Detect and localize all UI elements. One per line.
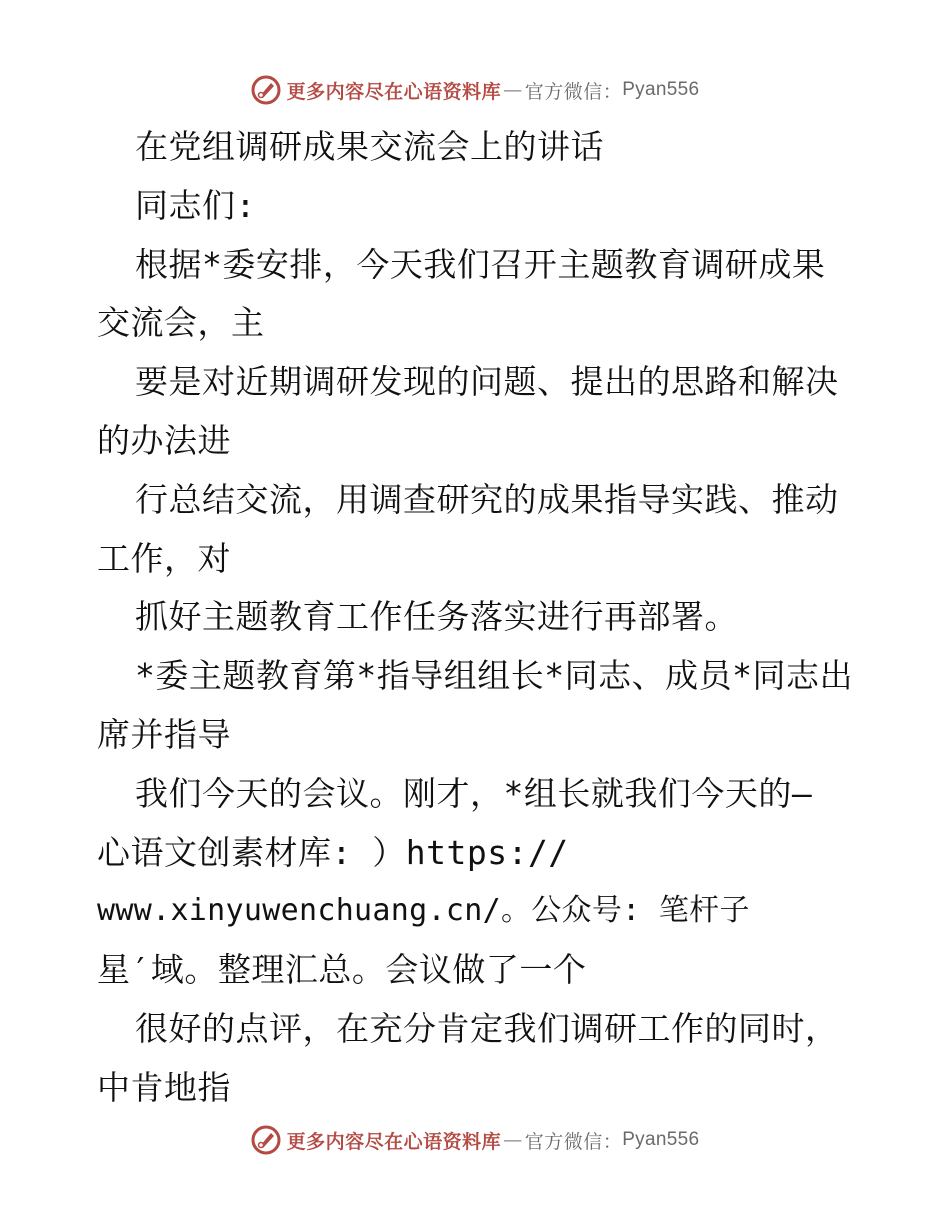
document-line: 根据*委安排，今天我们召开主题教育调研成果 bbox=[135, 244, 826, 284]
document-line: 交流会，主 bbox=[97, 303, 265, 343]
document-line: 中肯地指 bbox=[97, 1067, 231, 1107]
document-line: 要是对近期调研发现的问题、提出的思路和解决 bbox=[135, 362, 839, 402]
document-title: 在党组调研成果交流会上的讲话 bbox=[135, 127, 604, 166]
banner-wechat-id: Pyan556 bbox=[622, 1129, 700, 1150]
banner-official-label: 官方微信： bbox=[524, 80, 623, 103]
xinyu-logo-icon bbox=[251, 1125, 281, 1155]
document-line: 工作，对 bbox=[97, 538, 231, 578]
document-line: 星′域。整理汇总。会议做了一个 bbox=[97, 950, 587, 990]
document-line: 席并指导 bbox=[97, 714, 231, 754]
document-line: 抓好主题教育工作任务落实进行再部署。 bbox=[135, 597, 738, 637]
xinyu-logo-icon bbox=[251, 75, 281, 105]
banner-dash: — bbox=[503, 1129, 523, 1151]
document-line: *委主题教育第*指导组组长*同志、成员*同志出 bbox=[135, 656, 853, 696]
banner-main-text: 更多内容尽在心语资料库 bbox=[286, 1130, 502, 1153]
banner-wechat-id: Pyan556 bbox=[622, 79, 700, 100]
document-line: 的办法进 bbox=[97, 420, 231, 460]
banner-official-label: 官方微信： bbox=[524, 1130, 623, 1153]
header-watermark-banner bbox=[0, 72, 950, 108]
document-line-url: www.xinyuwenchuang.cn/。公众号: 笔杆子 bbox=[97, 893, 750, 929]
document-line: 心语文创素材库: ）https:// bbox=[97, 832, 569, 872]
banner-main-text: 更多内容尽在心语资料库 bbox=[286, 80, 502, 103]
footer-watermark-banner bbox=[0, 1122, 950, 1158]
document-line: 同志们: bbox=[135, 185, 256, 225]
document-line: 很好的点评，在充分肯定我们调研工作的同时， bbox=[135, 1008, 839, 1048]
banner-dash: — bbox=[503, 79, 523, 101]
document-line: 行总结交流，用调查研究的成果指导实践、推动 bbox=[135, 479, 839, 519]
document-body bbox=[97, 118, 857, 1118]
document-line: 我们今天的会议。刚才，*组长就我们今天的— bbox=[135, 773, 813, 813]
